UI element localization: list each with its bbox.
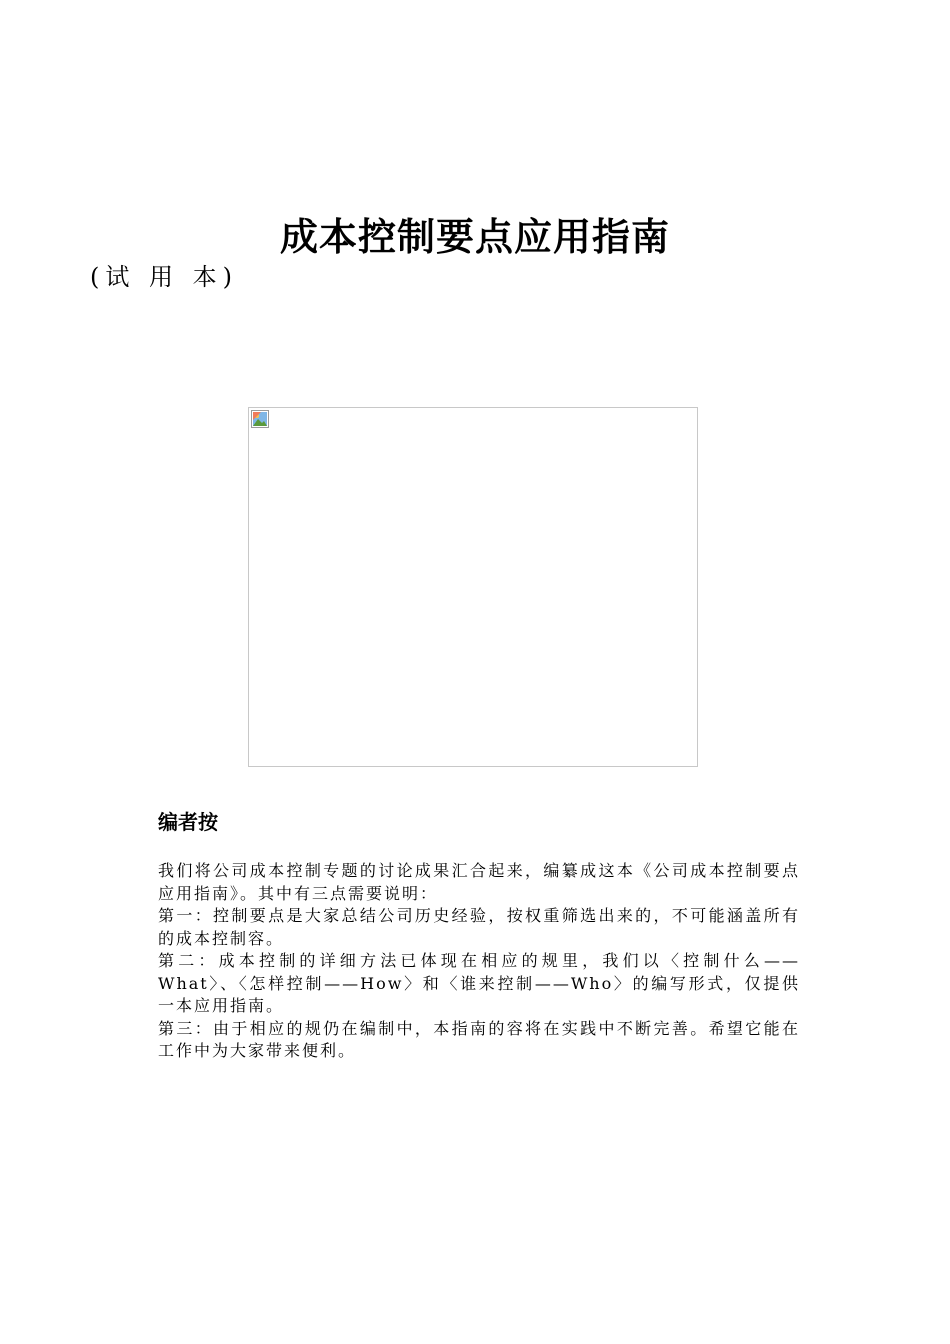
paragraph-intro: 我们将公司成本控制专题的讨论成果汇合起来，编纂成这本《公司成本控制要点应用指南》。其中有三点需要说明： (158, 861, 800, 903)
document-subtitle: (试 用 本) (90, 263, 238, 291)
paragraph-third: 第三：由于相应的规仍在编制中，本指南的容将在实践中不断完善。希望它能在工作中为大家带来便利。 (158, 1018, 800, 1060)
document-title: 成本控制要点应用指南 (279, 215, 670, 259)
image-placeholder (248, 407, 698, 767)
editor-note-heading: 编者按 (158, 810, 218, 834)
broken-image-icon (251, 410, 269, 428)
paragraph-first: 第一：控制要点是大家总结公司历史经验，按权重筛选出来的，不可能涵盖所有的成本控制容。 (158, 906, 800, 948)
paragraph-second: 第二：成本控制的详细方法已体现在相应的规里，我们以〈控制什么——What〉、〈怎样控制——How〉和〈谁来控制——Who〉的编写形式，仅提供一本应用指南。 (158, 951, 800, 1015)
editor-note-body (158, 860, 800, 1063)
